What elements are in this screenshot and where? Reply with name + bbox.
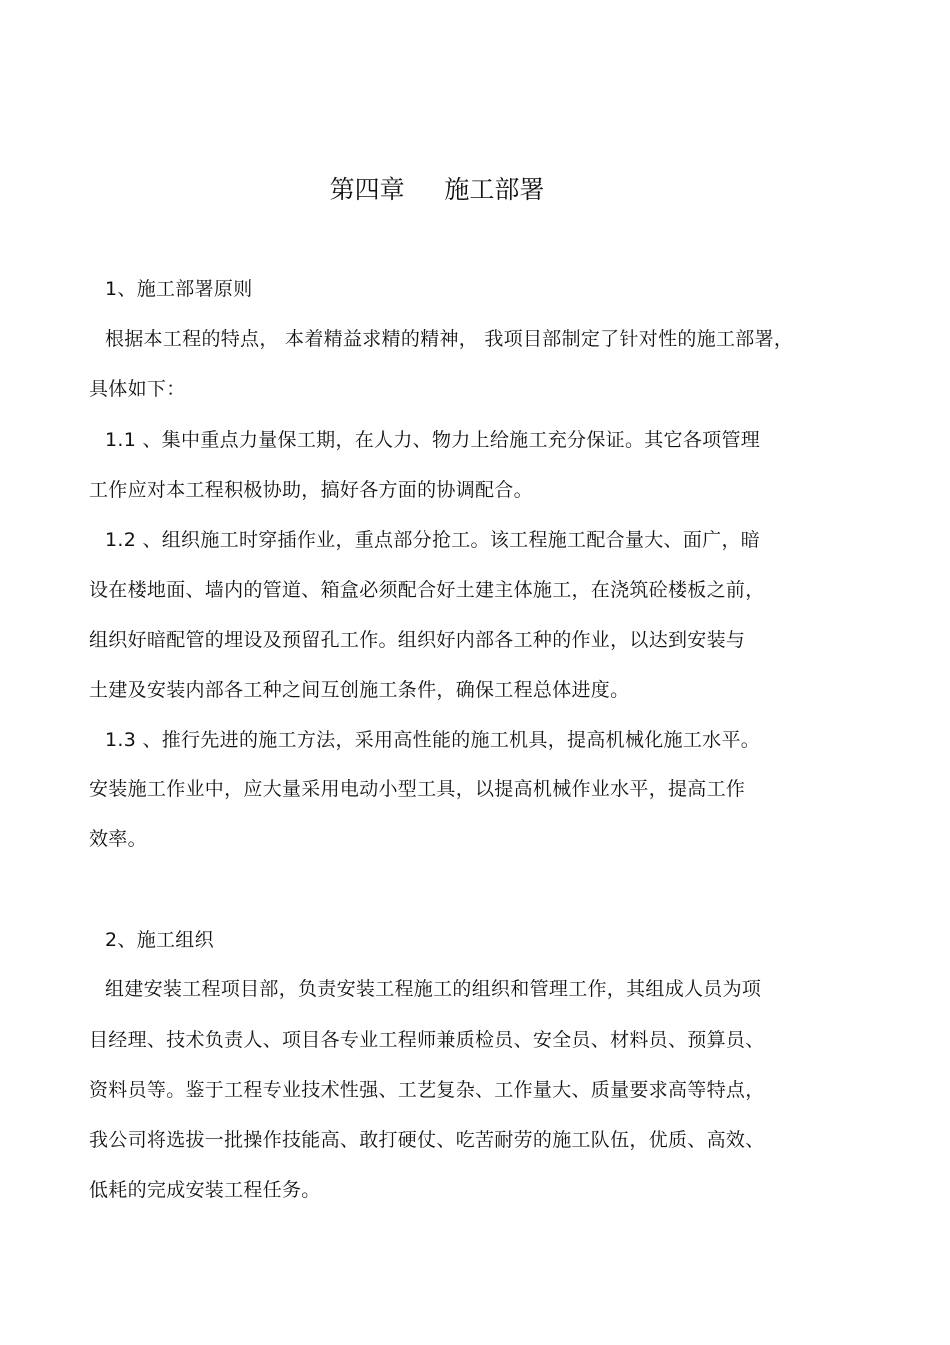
paragraph-line: 组建安装工程项目部，负责安装工程施工的组织和管理工作，其组成人员为项 <box>105 978 762 1000</box>
paragraph-line: 资料员等。鉴于工程专业技术性强、工艺复杂、工作量大、质量要求高等特点， <box>89 1079 765 1101</box>
paragraph-line: 目经理、技术负责人、项目各专业工程师兼质检员、安全员、材料员、预算员、 <box>89 1029 765 1051</box>
section-heading-1: 1、施工部署原则 <box>105 278 253 300</box>
paragraph-line: 土建及安装内部各工种之间互创施工条件，确保工程总体进度。 <box>89 679 630 701</box>
paragraph-line: 工作应对本工程积极协助，搞好各方面的协调配合。 <box>89 479 533 501</box>
paragraph-line: 设在楼地面、墙内的管道、箱盒必须配合好土建主体施工，在浇筑砼楼板之前， <box>89 579 765 601</box>
paragraph-line: 低耗的完成安装工程任务。 <box>89 1179 321 1201</box>
paragraph-line: 我公司将选拔一批操作技能高、敢打硬仗、吃苦耐劳的施工队伍，优质、高效、 <box>89 1129 765 1151</box>
paragraph-line: 具体如下： <box>89 378 186 400</box>
paragraph-line: 安装施工作业中，应大量采用电动小型工具，以提高机械作业水平，提高工作 <box>89 778 746 800</box>
paragraph-line: 效率。 <box>89 828 147 850</box>
section-heading-2: 2、施工组织 <box>105 929 214 951</box>
paragraph-line: 1.2 、组织施工时穿插作业，重点部分抢工。该工程施工配合量大、面广，暗 <box>105 529 761 551</box>
paragraph-line: 组织好暗配管的埋设及预留孔工作。组织好内部各工种的作业，以达到安装与 <box>89 629 746 651</box>
chapter-title: 第四章 施工部署 <box>329 175 545 204</box>
paragraph-line: 1.1 、集中重点力量保工期，在人力、物力上给施工充分保证。其它各项管理 <box>105 429 761 451</box>
paragraph-line: 1.3 、推行先进的施工方法，采用高性能的施工机具，提高机械化施工水平。 <box>105 729 761 751</box>
paragraph-line: 根据本工程的特点， 本着精益求精的精神， 我项目部制定了针对性的施工部署， <box>105 328 794 350</box>
